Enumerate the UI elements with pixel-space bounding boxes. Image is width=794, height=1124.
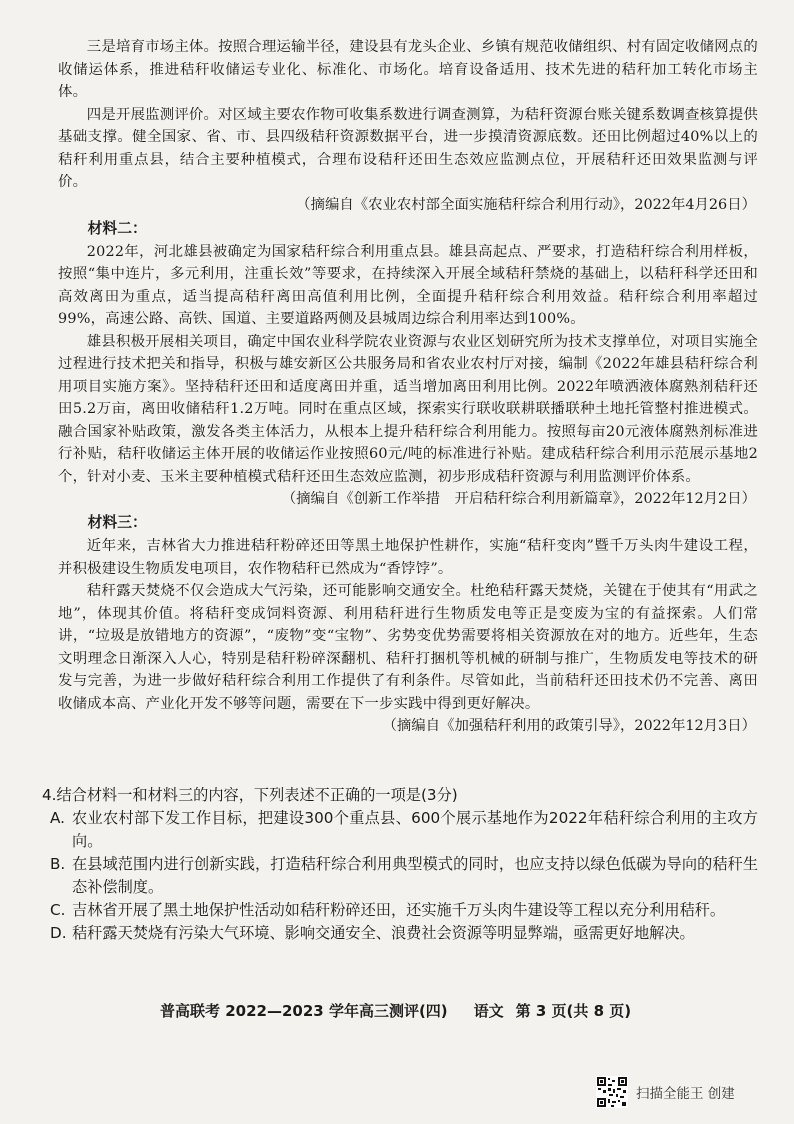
material-3-paragraph-2: 秸秆露天焚烧不仅会造成大气污染，还可能影响交通安全。杜绝秸秆露天焚烧，关键在于使其有“用武之地”，体现其价值。将秸秆变成饲料资源、利用秸秆进行生物质发电等正是变废为宝的有益探索。人们常讲，“垃圾是放错地方的资源”，“废物”变“宝物”、劣势变优势需要将相关资源放在对的地方。近些年，生态文明理念日渐深入人心，特别是秸秆粉碎深翻机、秸秆打捆机等机械的研制与推广，生物质发电等技术的研发与完善，为进一步做好秸秆综合利用工作提供了有利条件。尽管如此，当前秸秆还田技术仍不完善、离田收储成本高、产业化开发不够等问题，需要在下一步实践中得到更好解决。 (58, 583, 758, 712)
material-2-source: （摘编自《创新工作举措 开启秸秆综合利用新篇章》，2022年12月2日） (281, 491, 756, 507)
material-2-paragraph-2: 雄县积极开展相关项目，确定中国农业科学院农业资源与农业区划研究所为技术支撑单位，对项目实施全过程进行技术把关和指导，积极与雄安新区公共服务局和省农业农村厅对接，编制《2022年雄县秸秆综合利用项目实施方案》。坚持秸秆还田和适度离田并重，适当增加离田利用比例。2022年喷洒液体腐熟剂秸秆还田5.2万亩，离田收储秸秆1.2万吨。同时在重点区域，探索实行联收联耕联播联种土地托管整村推进模式。融合国家补贴政策，激发各类主体活力，从根本上提升秸秆综合利用能力。按照每亩20元液体腐熟剂标准进行补贴，秸秆收储运主体开展的收储运作业按照60元/吨的标准进行补贴。建成秸秆综合利用示范展示基地2个，针对小麦、玉米主要种植模式秸秆还田生态效应监测，初步形成秸秆资源与利用监测评价体系。 (58, 333, 758, 485)
qr-code-icon (596, 1076, 628, 1108)
subject-label: 语文 (473, 1002, 504, 1020)
option-text: 吉林省开展了黑土地保护性活动如秸秆粉碎还田，还实施千万头肉牛建设等工程以充分利用秸秆。 (72, 901, 726, 919)
option-letter: C. (50, 901, 66, 919)
reading-materials (58, 36, 758, 738)
option-letter: D. (50, 924, 67, 942)
option-letter: A. (50, 809, 65, 827)
option-text: 农业农村部下发工作目标，把建设300个重点县、600个展示基地作为2022年秸秆综合利用的主攻方向。 (72, 809, 758, 850)
material-1-source: （摘编自《农业农村部全面实施秸秆综合利用行动》，2022年4月26日） (296, 196, 756, 213)
material-3-title: 材料三： (87, 514, 147, 531)
scanner-watermark (596, 1076, 735, 1108)
page-footer (160, 1000, 631, 1021)
option-b (42, 853, 758, 899)
exam-title: 普高联考 2022—2023 学年高三测评(四) (160, 1002, 448, 1020)
question-4 (42, 784, 758, 945)
option-text: 秸秆露天焚烧有污染大气环境、影响交通安全、浪费社会资源等明显弊端，亟需更好地解决。 (72, 924, 695, 942)
material-2-title: 材料二： (87, 219, 147, 237)
material-2-paragraph-1: 2022年，河北雄县被确定为国家秸秆综合利用重点县。雄县高起点、严要求，打造秸秆综合利用样板，按照“集中连片，多元利用，注重长效”等要求，在持续深入开展全域秸秆禁烧的基础上，以秸秆科学还田和高效离田为重点，适当提高秸秆离田高值利用比例，全面提升秸秆综合利用效益。秸秆综合利用率超过99%，高速公路、高铁、国道、主要道路两侧及县城周边综合利用率达到100%。 (58, 243, 758, 327)
option-c (42, 899, 758, 922)
page-number: 第 3 页(共 8 页) (515, 1002, 632, 1020)
material-1-paragraph-4: 四是开展监测评价。对区域主要农作物可收集系数进行调查测算，为秸秆资源台账关键系数调查核算提供基础支撑。健全国家、省、市、县四级秸秆资源数据平台，进一步摸清资源底数。还田比例超过40%以上的秸秆利用重点县，结合主要种植模式，合理布设秸秆还田生态效应监测点位，开展秸秆还田效果监测与评价。 (58, 106, 758, 190)
watermark-label: 扫描全能王 创建 (636, 1086, 735, 1102)
option-letter: B. (50, 855, 66, 873)
question-stem: 4.结合材料一和材料三的内容，下列表述不正确的一项是(3分) (42, 786, 458, 804)
option-text: 在县域范围内进行创新实践，打造秸秆综合利用典型模式的同时，也应支持以绿色低碳为导向的秸秆生态补偿制度。 (72, 855, 758, 896)
option-d (42, 922, 758, 945)
option-a (42, 807, 758, 853)
material-3-paragraph-1: 近年来，吉林省大力推进秸秆粉碎还田等黑土地保护性耕作，实施“秸秆变肉”暨千万头肉牛建设工程，并积极建设生物质发电项目，农作物秸秆已然成为“香饽饽”。 (58, 538, 758, 577)
material-1-paragraph-3: 三是培育市场主体。按照合理运输半径，建设县有龙头企业、乡镇有规范收储组织、村有固定收储网点的收储运体系，推进秸秆收储运专业化、标准化、市场化。培育设备适用、技术先进的秸秆加工转化市场主体。 (58, 39, 758, 100)
material-3-source: （摘编自《加强秸秆利用的政策引导》，2022年12月3日） (382, 718, 756, 734)
